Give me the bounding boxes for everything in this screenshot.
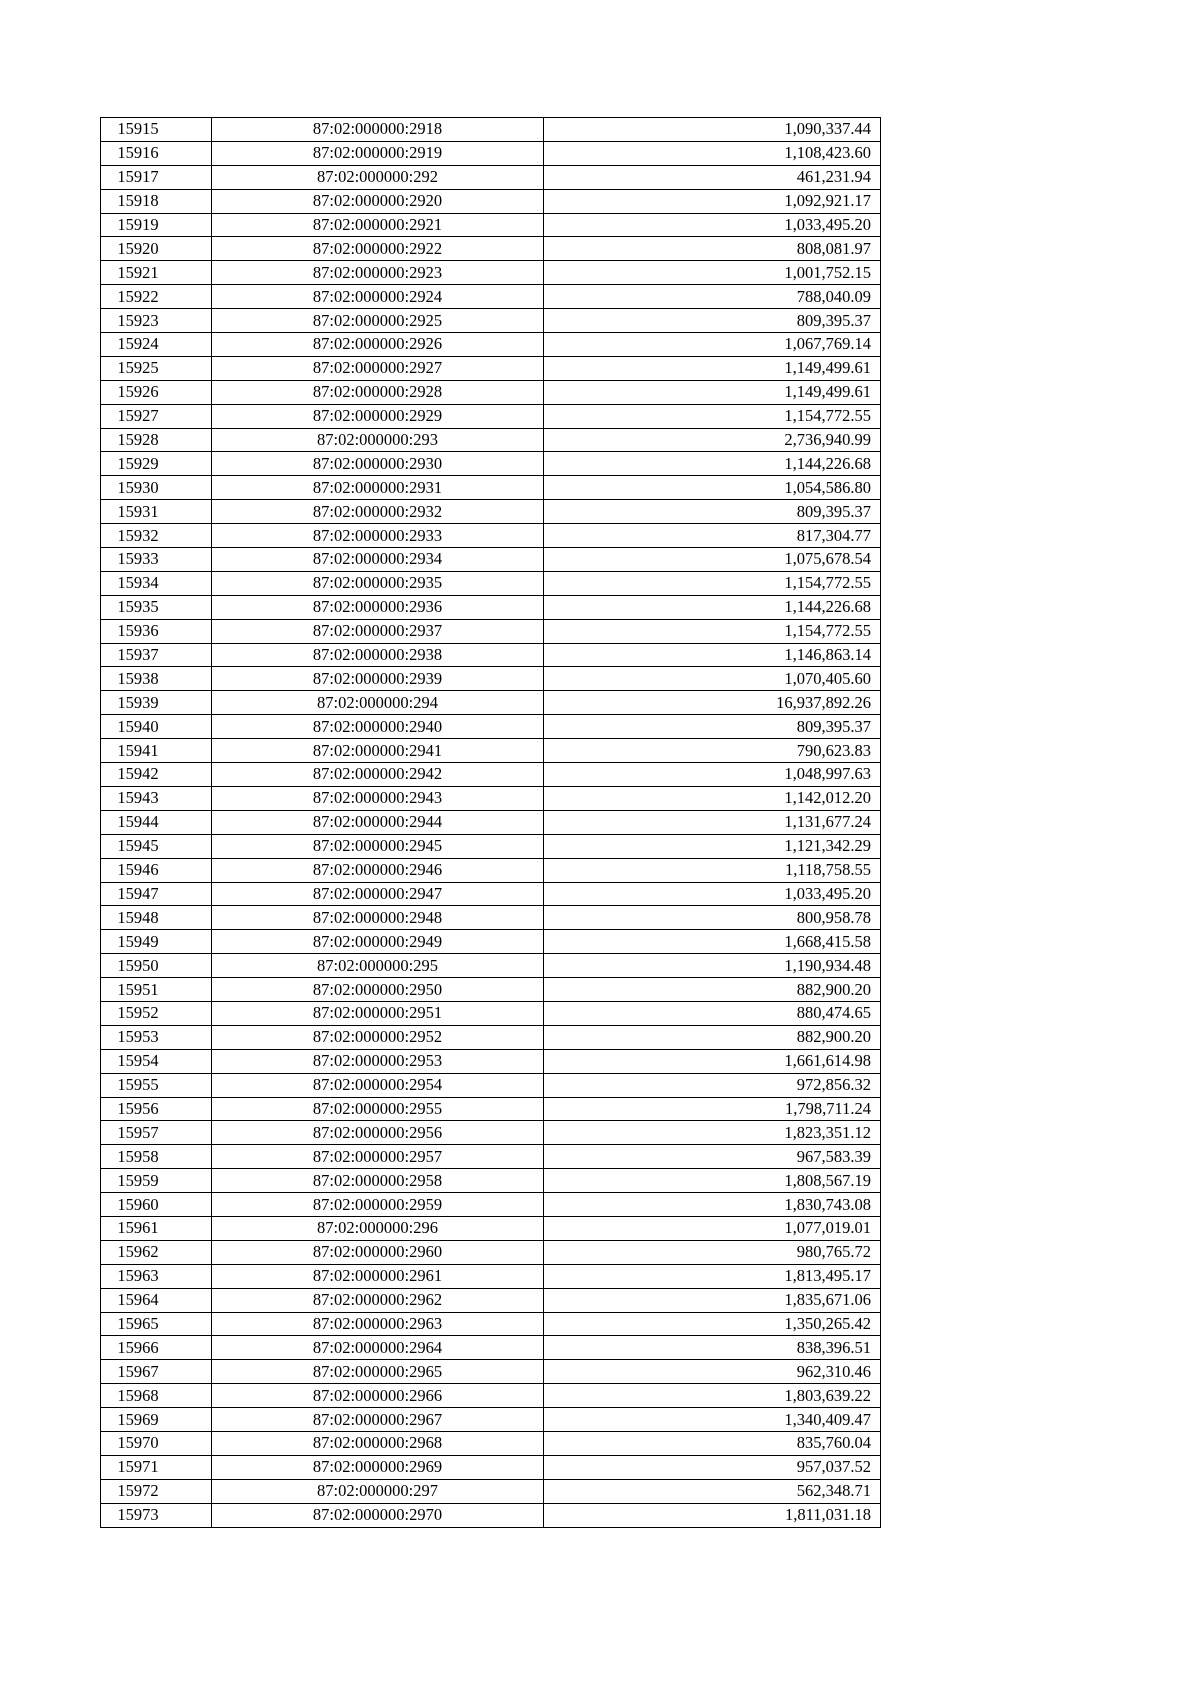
table-row xyxy=(101,858,881,882)
table-row xyxy=(101,739,881,763)
cadastral-number-cell: 87:02:000000:2963 xyxy=(212,1312,544,1336)
cadastral-number-cell: 87:02:000000:2957 xyxy=(212,1145,544,1169)
row-number-cell: 15970 xyxy=(101,1431,212,1455)
row-number-cell: 15924 xyxy=(101,333,212,357)
value-cell: 1,154,772.55 xyxy=(544,404,881,428)
table-row xyxy=(101,141,881,165)
row-number-cell: 15960 xyxy=(101,1193,212,1217)
row-number-cell: 15918 xyxy=(101,189,212,213)
cadastral-number-cell: 87:02:000000:2960 xyxy=(212,1240,544,1264)
value-cell: 1,350,265.42 xyxy=(544,1312,881,1336)
row-number-cell: 15945 xyxy=(101,834,212,858)
row-number-cell: 15926 xyxy=(101,380,212,404)
cadastral-number-cell: 87:02:000000:2919 xyxy=(212,141,544,165)
row-number-cell: 15942 xyxy=(101,763,212,787)
table-row xyxy=(101,213,881,237)
value-cell: 1,144,226.68 xyxy=(544,595,881,619)
cadastral-number-cell: 87:02:000000:2918 xyxy=(212,118,544,142)
cadastral-number-cell: 87:02:000000:2920 xyxy=(212,189,544,213)
cadastral-number-cell: 87:02:000000:2955 xyxy=(212,1097,544,1121)
row-number-cell: 15921 xyxy=(101,261,212,285)
cadastral-number-cell: 87:02:000000:295 xyxy=(212,954,544,978)
cadastral-number-cell: 87:02:000000:2937 xyxy=(212,619,544,643)
table-row xyxy=(101,452,881,476)
value-cell: 809,395.37 xyxy=(544,715,881,739)
value-cell: 1,001,752.15 xyxy=(544,261,881,285)
cadastral-number-cell: 87:02:000000:2931 xyxy=(212,476,544,500)
table-row xyxy=(101,1455,881,1479)
table-row xyxy=(101,595,881,619)
table-row xyxy=(101,1073,881,1097)
value-cell: 1,149,499.61 xyxy=(544,380,881,404)
row-number-cell: 15951 xyxy=(101,978,212,1002)
cadastral-number-cell: 87:02:000000:2932 xyxy=(212,500,544,524)
row-number-cell: 15925 xyxy=(101,356,212,380)
table-row xyxy=(101,309,881,333)
table-row xyxy=(101,1264,881,1288)
value-cell: 967,583.39 xyxy=(544,1145,881,1169)
value-cell: 1,808,567.19 xyxy=(544,1169,881,1193)
cadastral-number-cell: 87:02:000000:2949 xyxy=(212,930,544,954)
value-cell: 1,340,409.47 xyxy=(544,1408,881,1432)
cadastral-number-cell: 87:02:000000:2924 xyxy=(212,285,544,309)
row-number-cell: 15961 xyxy=(101,1216,212,1240)
value-cell: 880,474.65 xyxy=(544,1001,881,1025)
cadastral-number-cell: 87:02:000000:2934 xyxy=(212,548,544,572)
value-cell: 1,835,671.06 xyxy=(544,1288,881,1312)
value-cell: 882,900.20 xyxy=(544,1025,881,1049)
row-number-cell: 15965 xyxy=(101,1312,212,1336)
value-cell: 972,856.32 xyxy=(544,1073,881,1097)
value-cell: 809,395.37 xyxy=(544,500,881,524)
cadastral-number-cell: 87:02:000000:2943 xyxy=(212,786,544,810)
cadastral-number-cell: 87:02:000000:2926 xyxy=(212,333,544,357)
table-row xyxy=(101,165,881,189)
value-cell: 1,108,423.60 xyxy=(544,141,881,165)
row-number-cell: 15930 xyxy=(101,476,212,500)
row-number-cell: 15922 xyxy=(101,285,212,309)
table-row xyxy=(101,882,881,906)
row-number-cell: 15932 xyxy=(101,524,212,548)
value-cell: 809,395.37 xyxy=(544,309,881,333)
cadastral-number-cell: 87:02:000000:2939 xyxy=(212,667,544,691)
table-row xyxy=(101,715,881,739)
value-cell: 882,900.20 xyxy=(544,978,881,1002)
value-cell: 1,154,772.55 xyxy=(544,619,881,643)
table-row xyxy=(101,786,881,810)
value-cell: 1,075,678.54 xyxy=(544,548,881,572)
row-number-cell: 15919 xyxy=(101,213,212,237)
row-number-cell: 15968 xyxy=(101,1384,212,1408)
table-row xyxy=(101,810,881,834)
cadastral-number-cell: 87:02:000000:292 xyxy=(212,165,544,189)
row-number-cell: 15958 xyxy=(101,1145,212,1169)
row-number-cell: 15943 xyxy=(101,786,212,810)
table-row xyxy=(101,524,881,548)
value-cell: 1,131,677.24 xyxy=(544,810,881,834)
value-cell: 790,623.83 xyxy=(544,739,881,763)
cadastral-number-cell: 87:02:000000:2936 xyxy=(212,595,544,619)
row-number-cell: 15947 xyxy=(101,882,212,906)
value-cell: 957,037.52 xyxy=(544,1455,881,1479)
value-cell: 461,231.94 xyxy=(544,165,881,189)
value-cell: 1,661,614.98 xyxy=(544,1049,881,1073)
value-cell: 1,190,934.48 xyxy=(544,954,881,978)
row-number-cell: 15955 xyxy=(101,1073,212,1097)
row-number-cell: 15927 xyxy=(101,404,212,428)
cadastral-number-cell: 87:02:000000:2958 xyxy=(212,1169,544,1193)
cadastral-number-cell: 87:02:000000:2933 xyxy=(212,524,544,548)
row-number-cell: 15946 xyxy=(101,858,212,882)
cadastral-number-cell: 87:02:000000:2929 xyxy=(212,404,544,428)
cadastral-number-cell: 87:02:000000:2941 xyxy=(212,739,544,763)
cadastral-number-cell: 87:02:000000:2935 xyxy=(212,571,544,595)
row-number-cell: 15928 xyxy=(101,428,212,452)
value-cell: 835,760.04 xyxy=(544,1431,881,1455)
cadastral-number-cell: 87:02:000000:2964 xyxy=(212,1336,544,1360)
table-row xyxy=(101,333,881,357)
cadastral-number-cell: 87:02:000000:2948 xyxy=(212,906,544,930)
table-row xyxy=(101,643,881,667)
table-row xyxy=(101,1049,881,1073)
row-number-cell: 15941 xyxy=(101,739,212,763)
row-number-cell: 15935 xyxy=(101,595,212,619)
table-row xyxy=(101,667,881,691)
cadastral-number-cell: 87:02:000000:2945 xyxy=(212,834,544,858)
cadastral-number-cell: 87:02:000000:2942 xyxy=(212,763,544,787)
table-row xyxy=(101,1360,881,1384)
table-row xyxy=(101,1288,881,1312)
table-row xyxy=(101,1408,881,1432)
table-row xyxy=(101,1001,881,1025)
table-row xyxy=(101,1336,881,1360)
value-cell: 1,067,769.14 xyxy=(544,333,881,357)
cadastral-number-cell: 87:02:000000:2944 xyxy=(212,810,544,834)
row-number-cell: 15948 xyxy=(101,906,212,930)
row-number-cell: 15915 xyxy=(101,118,212,142)
value-cell: 1,149,499.61 xyxy=(544,356,881,380)
value-cell: 1,823,351.12 xyxy=(544,1121,881,1145)
cadastral-number-cell: 87:02:000000:2952 xyxy=(212,1025,544,1049)
value-cell: 1,811,031.18 xyxy=(544,1503,881,1527)
row-number-cell: 15917 xyxy=(101,165,212,189)
row-number-cell: 15950 xyxy=(101,954,212,978)
value-cell: 800,958.78 xyxy=(544,906,881,930)
table-row xyxy=(101,380,881,404)
value-cell: 962,310.46 xyxy=(544,1360,881,1384)
row-number-cell: 15931 xyxy=(101,500,212,524)
table-row xyxy=(101,763,881,787)
value-cell: 1,142,012.20 xyxy=(544,786,881,810)
cadastral-number-cell: 87:02:000000:2921 xyxy=(212,213,544,237)
table-row xyxy=(101,428,881,452)
table-row xyxy=(101,500,881,524)
value-cell: 1,121,342.29 xyxy=(544,834,881,858)
table-row xyxy=(101,261,881,285)
value-cell: 1,144,226.68 xyxy=(544,452,881,476)
row-number-cell: 15966 xyxy=(101,1336,212,1360)
table-row xyxy=(101,1097,881,1121)
row-number-cell: 15949 xyxy=(101,930,212,954)
value-cell: 980,765.72 xyxy=(544,1240,881,1264)
value-cell: 1,668,415.58 xyxy=(544,930,881,954)
value-cell: 1,033,495.20 xyxy=(544,213,881,237)
value-cell: 1,077,019.01 xyxy=(544,1216,881,1240)
value-cell: 838,396.51 xyxy=(544,1336,881,1360)
row-number-cell: 15956 xyxy=(101,1097,212,1121)
row-number-cell: 15957 xyxy=(101,1121,212,1145)
row-number-cell: 15954 xyxy=(101,1049,212,1073)
cadastral-number-cell: 87:02:000000:2950 xyxy=(212,978,544,1002)
value-cell: 1,154,772.55 xyxy=(544,571,881,595)
cadastral-number-cell: 87:02:000000:2925 xyxy=(212,309,544,333)
row-number-cell: 15933 xyxy=(101,548,212,572)
row-number-cell: 15972 xyxy=(101,1479,212,1503)
value-cell: 2,736,940.99 xyxy=(544,428,881,452)
cadastral-number-cell: 87:02:000000:2967 xyxy=(212,1408,544,1432)
table-row xyxy=(101,1479,881,1503)
table-row xyxy=(101,906,881,930)
table-row xyxy=(101,404,881,428)
table-row xyxy=(101,930,881,954)
row-number-cell: 15963 xyxy=(101,1264,212,1288)
row-number-cell: 15920 xyxy=(101,237,212,261)
cadastral-number-cell: 87:02:000000:2951 xyxy=(212,1001,544,1025)
cadastral-number-cell: 87:02:000000:2946 xyxy=(212,858,544,882)
value-cell: 1,092,921.17 xyxy=(544,189,881,213)
cadastral-number-cell: 87:02:000000:2961 xyxy=(212,1264,544,1288)
table-row xyxy=(101,1169,881,1193)
table-row xyxy=(101,118,881,142)
row-number-cell: 15962 xyxy=(101,1240,212,1264)
cadastral-number-cell: 87:02:000000:2923 xyxy=(212,261,544,285)
row-number-cell: 15929 xyxy=(101,452,212,476)
row-number-cell: 15964 xyxy=(101,1288,212,1312)
cadastral-number-cell: 87:02:000000:2962 xyxy=(212,1288,544,1312)
row-number-cell: 15937 xyxy=(101,643,212,667)
value-cell: 1,830,743.08 xyxy=(544,1193,881,1217)
table-row xyxy=(101,1240,881,1264)
value-cell: 16,937,892.26 xyxy=(544,691,881,715)
row-number-cell: 15959 xyxy=(101,1169,212,1193)
table-row xyxy=(101,1384,881,1408)
cadastral-number-cell: 87:02:000000:2930 xyxy=(212,452,544,476)
row-number-cell: 15969 xyxy=(101,1408,212,1432)
cadastral-number-cell: 87:02:000000:2947 xyxy=(212,882,544,906)
cadastral-number-cell: 87:02:000000:293 xyxy=(212,428,544,452)
row-number-cell: 15939 xyxy=(101,691,212,715)
value-cell: 1,033,495.20 xyxy=(544,882,881,906)
cadastral-number-cell: 87:02:000000:297 xyxy=(212,1479,544,1503)
value-cell: 1,054,586.80 xyxy=(544,476,881,500)
cadastral-number-cell: 87:02:000000:2928 xyxy=(212,380,544,404)
row-number-cell: 15938 xyxy=(101,667,212,691)
row-number-cell: 15940 xyxy=(101,715,212,739)
table-row xyxy=(101,1193,881,1217)
table-body xyxy=(101,118,881,1528)
cadastral-number-cell: 87:02:000000:2970 xyxy=(212,1503,544,1527)
table-row xyxy=(101,571,881,595)
cadastral-number-cell: 87:02:000000:2922 xyxy=(212,237,544,261)
cadastral-number-cell: 87:02:000000:2965 xyxy=(212,1360,544,1384)
table-row xyxy=(101,619,881,643)
cadastral-number-cell: 87:02:000000:2927 xyxy=(212,356,544,380)
cadastral-number-cell: 87:02:000000:2966 xyxy=(212,1384,544,1408)
table-row xyxy=(101,285,881,309)
table-row xyxy=(101,356,881,380)
row-number-cell: 15923 xyxy=(101,309,212,333)
cadastral-value-table xyxy=(100,117,881,1528)
value-cell: 1,803,639.22 xyxy=(544,1384,881,1408)
table-row xyxy=(101,954,881,978)
table-row xyxy=(101,1312,881,1336)
value-cell: 1,118,758.55 xyxy=(544,858,881,882)
value-cell: 808,081.97 xyxy=(544,237,881,261)
value-cell: 788,040.09 xyxy=(544,285,881,309)
row-number-cell: 15953 xyxy=(101,1025,212,1049)
row-number-cell: 15967 xyxy=(101,1360,212,1384)
table-row xyxy=(101,1025,881,1049)
value-cell: 817,304.77 xyxy=(544,524,881,548)
row-number-cell: 15944 xyxy=(101,810,212,834)
table-row xyxy=(101,691,881,715)
table-row xyxy=(101,1431,881,1455)
table-row xyxy=(101,978,881,1002)
table-row xyxy=(101,476,881,500)
row-number-cell: 15934 xyxy=(101,571,212,595)
value-cell: 1,070,405.60 xyxy=(544,667,881,691)
cadastral-number-cell: 87:02:000000:2956 xyxy=(212,1121,544,1145)
table-row xyxy=(101,1503,881,1527)
value-cell: 1,798,711.24 xyxy=(544,1097,881,1121)
cadastral-number-cell: 87:02:000000:2969 xyxy=(212,1455,544,1479)
row-number-cell: 15973 xyxy=(101,1503,212,1527)
table-row xyxy=(101,1216,881,1240)
row-number-cell: 15952 xyxy=(101,1001,212,1025)
value-cell: 1,090,337.44 xyxy=(544,118,881,142)
value-cell: 1,048,997.63 xyxy=(544,763,881,787)
table-row xyxy=(101,189,881,213)
table-row xyxy=(101,1121,881,1145)
cadastral-number-cell: 87:02:000000:296 xyxy=(212,1216,544,1240)
table-row xyxy=(101,548,881,572)
row-number-cell: 15936 xyxy=(101,619,212,643)
table-row xyxy=(101,237,881,261)
cadastral-number-cell: 87:02:000000:2954 xyxy=(212,1073,544,1097)
cadastral-number-cell: 87:02:000000:294 xyxy=(212,691,544,715)
row-number-cell: 15971 xyxy=(101,1455,212,1479)
cadastral-number-cell: 87:02:000000:2959 xyxy=(212,1193,544,1217)
table-row xyxy=(101,834,881,858)
cadastral-number-cell: 87:02:000000:2940 xyxy=(212,715,544,739)
value-cell: 1,813,495.17 xyxy=(544,1264,881,1288)
value-cell: 562,348.71 xyxy=(544,1479,881,1503)
row-number-cell: 15916 xyxy=(101,141,212,165)
cadastral-number-cell: 87:02:000000:2953 xyxy=(212,1049,544,1073)
table-row xyxy=(101,1145,881,1169)
value-cell: 1,146,863.14 xyxy=(544,643,881,667)
cadastral-number-cell: 87:02:000000:2938 xyxy=(212,643,544,667)
cadastral-number-cell: 87:02:000000:2968 xyxy=(212,1431,544,1455)
